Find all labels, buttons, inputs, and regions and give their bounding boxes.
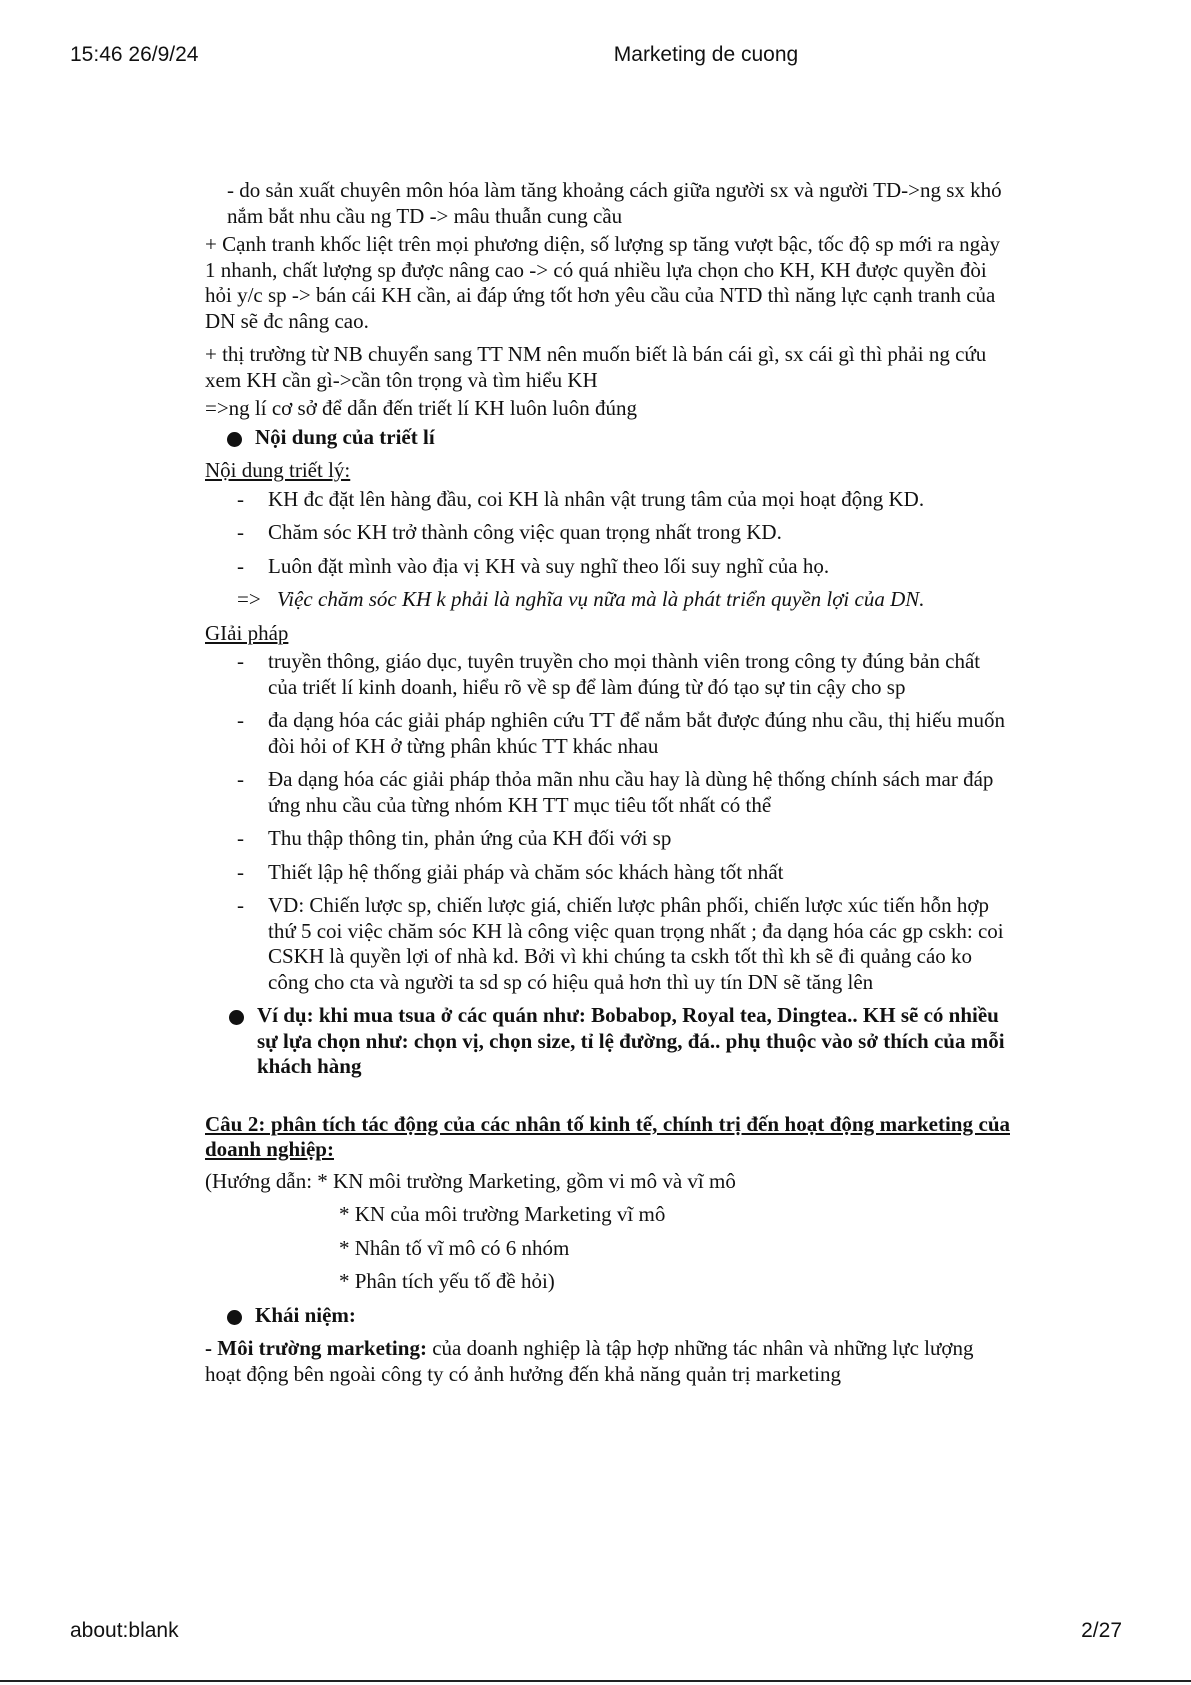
content-item-text: Luôn đặt mình vào địa vị KH và suy nghĩ theo lối suy nghĩ của họ. xyxy=(268,553,830,578)
solution-item xyxy=(205,767,1010,818)
print-title: Marketing de cuong xyxy=(613,43,799,66)
solution-item-text: VD: Chiến lược sp, chiến lược giá, chiến lược phân phối, chiến lược xúc tiến hỗn hợp thứ 5 coi việc chăm sóc KH là công việc quan trọng nhất ; đa dạng hóa các gp cskh: coi CSKH là quyền lợi of nhà kd. Bởi vì khi chúng ta cskh tốt thì kh sẽ đi quảng cáo ko công cho cta và người ta sd sp có hiệu quả hơn thì uy tín DN sẽ tăng lên xyxy=(268,893,1004,994)
solution-item-text: Thu thập thông tin, phản ứng của KH đối với sp xyxy=(268,826,672,850)
bullet-example xyxy=(205,1003,1010,1080)
solution-item xyxy=(205,893,1010,995)
print-url: about:blank xyxy=(70,1619,179,1642)
solution-item-text: Đa dạng hóa các giải pháp thỏa mãn nhu cầu hay là dùng hệ thống chính sách mar đáp ứng nhu cầu của từng nhóm KH TT mục tiêu tốt nhất có thể xyxy=(268,767,994,817)
bullet-content-heading xyxy=(205,425,1010,451)
question-2-heading: Câu 2: phân tích tác động của các nhân tố kinh tế, chính trị đến hoạt động marketing của doanh nghiệp: xyxy=(205,1111,1010,1161)
content-item xyxy=(205,487,1010,513)
content-item xyxy=(205,520,1010,546)
definition-term: - Môi trường marketing: xyxy=(205,1336,427,1360)
bullet-concept xyxy=(205,1303,1010,1329)
document-body xyxy=(205,178,1010,1395)
guide-item: * KN của môi trường Marketing vĩ mô xyxy=(339,1202,666,1226)
content-subheading: Nội dung triết lý: xyxy=(205,458,351,482)
conclusion-line xyxy=(205,587,1010,613)
bullet-content-label: Nội dung của triết lí xyxy=(255,424,435,449)
intro-paragraph-3: + thị trường từ NB chuyển sang TT NM nên muốn biết là bán cái gì, sx cái gì thì phải ng cứu xem KH cần gì->cần tôn trọng và tìm hiểu KH xyxy=(205,342,987,392)
definition-text: của doanh nghiệp là tập hợp những tác nhân và những lực lượng hoạt động bên ngoài công ty có ảnh hưởng đến khả năng quản trị marketing xyxy=(205,1336,974,1386)
content-item-text: Chăm sóc KH trở thành công việc quan trọng nhất trong KD. xyxy=(268,520,782,544)
guide-lead: (Hướng dẫn: * KN môi trường Marketing, gồm vi mô và vĩ mô xyxy=(205,1168,736,1193)
bullet-dot-icon xyxy=(227,1310,242,1325)
bullet-dot-icon xyxy=(229,1010,244,1025)
solution-item xyxy=(205,860,1010,886)
dash-marker: - xyxy=(237,486,244,511)
solution-item-text: Thiết lập hệ thống giải pháp và chăm sóc khách hàng tốt nhất xyxy=(268,859,784,884)
intro-paragraph-4: =>ng lí cơ sở để dẫn đến triết lí KH luôn luôn đúng xyxy=(205,396,638,420)
solution-item-text: truyền thông, giáo dục, tuyên truyền cho mọi thành viên trong công ty đúng bản chất của triết lí kinh doanh, hiểu rõ về sp để làm đúng từ đó tạo sự tin cậy cho sp xyxy=(268,649,981,699)
guide-item: * Phân tích yếu tố đề hỏi) xyxy=(339,1269,555,1293)
solution-item-text: đa dạng hóa các giải pháp nghiên cứu TT để nắm bắt được đúng nhu cầu, thị hiếu muốn đòi hỏi of KH ở từng phân khúc TT khác nhau xyxy=(268,708,1005,758)
content-item-text: KH đc đặt lên hàng đầu, coi KH là nhân vật trung tâm của mọi hoạt động KD. xyxy=(268,486,925,511)
dash-marker: - xyxy=(237,859,244,884)
dash-marker: - xyxy=(237,893,244,917)
dash-marker: - xyxy=(237,826,244,850)
dash-marker: - xyxy=(237,553,244,578)
concept-label: Khái niệm: xyxy=(255,1302,356,1327)
dash-marker: - xyxy=(237,767,244,791)
bullet-dot-icon xyxy=(227,432,242,447)
solution-item xyxy=(205,708,1010,759)
dash-marker: - xyxy=(237,708,244,732)
intro-paragraph-2: + Cạnh tranh khốc liệt trên mọi phương diện, số lượng sp tăng vượt bậc, tốc độ sp mới ra ngày 1 nhanh, chất lượng sp được nâng cao -> có quá nhiều lựa chọn cho KH, KH được quyền đòi hỏi y/c sp -> bán cái KH cần, ai đáp ứng tốt hơn yêu cầu của NTD thì năng lực cạnh tranh của DN sẽ đc nâng cao. xyxy=(205,232,1000,333)
guide-item: * Nhân tố vĩ mô có 6 nhóm xyxy=(339,1235,570,1260)
solution-item xyxy=(205,826,1010,852)
dash-marker: - xyxy=(237,520,244,544)
solution-item xyxy=(205,649,1010,700)
content-item xyxy=(205,554,1010,580)
print-datetime: 15:46 26/9/24 xyxy=(70,43,199,66)
definition-paragraph xyxy=(205,1336,1010,1387)
conclusion-text: Việc chăm sóc KH k phải là nghĩa vụ nữa mà là phát triển quyền lợi của DN. xyxy=(277,587,925,611)
solution-subheading: GIải pháp xyxy=(205,620,289,645)
conclusion-arrow: => xyxy=(237,587,261,611)
example-text: Ví dụ: khi mua tsua ở các quán như: Bobabop, Royal tea, Dingtea.. KH sẽ có nhiều sự lựa chọn như: chọn vị, chọn size, tỉ lệ đường, đá.. phụ thuộc vào sở thích của mỗi khách hàng xyxy=(257,1003,1005,1078)
bottom-rule xyxy=(0,1680,1191,1682)
intro-paragraph-1: - do sản xuất chuyên môn hóa làm tăng khoảng cách giữa người sx và người TD->ng sx khó nắm bắt nhu cầu ng TD -> mâu thuẫn cung cầu xyxy=(227,178,1002,228)
page-number: 2/27 xyxy=(1081,1619,1122,1642)
dash-marker: - xyxy=(237,649,244,673)
